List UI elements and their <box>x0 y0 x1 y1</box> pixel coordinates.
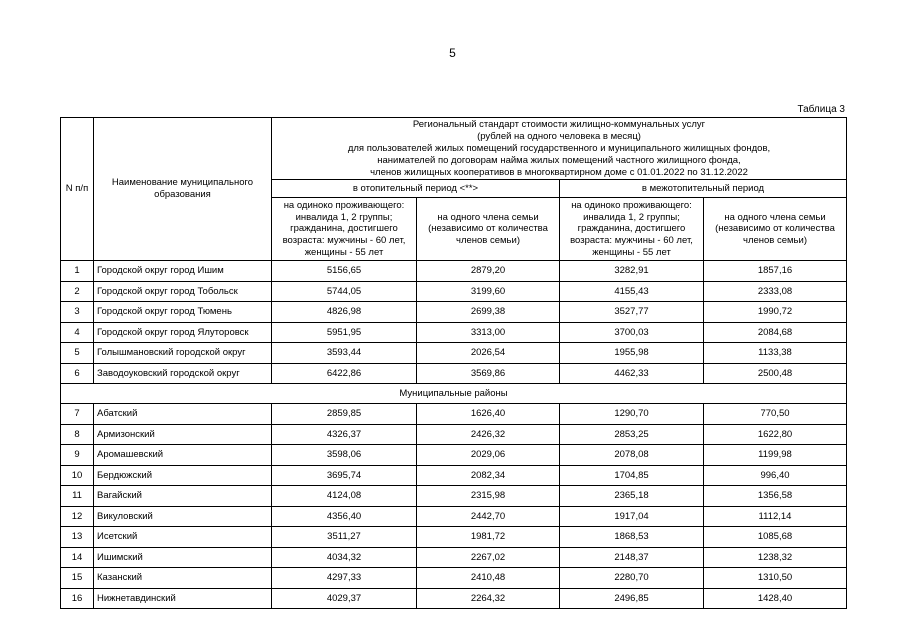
value-nonheating-single: 2496,85 <box>560 588 704 609</box>
section-label: Муниципальные районы <box>61 384 847 404</box>
row-name: Городской округ город Тобольск <box>94 281 272 302</box>
section-row <box>61 384 847 404</box>
value-nonheating-single: 3700,03 <box>560 322 704 343</box>
row-number: 2 <box>61 281 94 302</box>
value-heating-family: 2442,70 <box>417 506 560 527</box>
row-name: Казанский <box>94 568 272 589</box>
value-heating-single: 5951,95 <box>272 322 417 343</box>
value-heating-single: 5156,65 <box>272 261 417 282</box>
header-title-line-2: (рублей на одного человека в месяц) <box>477 130 641 142</box>
value-nonheating-family: 2084,68 <box>704 322 847 343</box>
value-heating-family: 1981,72 <box>417 527 560 548</box>
value-nonheating-family: 1199,98 <box>704 445 847 466</box>
value-heating-family: 2879,20 <box>417 261 560 282</box>
cost-standard-table <box>60 117 847 609</box>
value-heating-single: 3511,27 <box>272 527 417 548</box>
row-number: 12 <box>61 506 94 527</box>
table-row <box>61 547 847 568</box>
value-heating-single: 2859,85 <box>272 404 417 425</box>
value-heating-family: 2410,48 <box>417 568 560 589</box>
value-nonheating-family: 1622,80 <box>704 424 847 445</box>
row-number: 10 <box>61 465 94 486</box>
table-row <box>61 343 847 364</box>
header-sub-family-heating: на одного члена семьи (независимо от количества членов семьи) <box>417 198 560 261</box>
value-heating-family: 2267,02 <box>417 547 560 568</box>
value-nonheating-family: 2333,08 <box>704 281 847 302</box>
table-row <box>61 281 847 302</box>
value-nonheating-family: 1112,14 <box>704 506 847 527</box>
table-row <box>61 465 847 486</box>
table-row <box>61 486 847 507</box>
value-heating-family: 2082,34 <box>417 465 560 486</box>
row-number: 6 <box>61 363 94 384</box>
table-row <box>61 424 847 445</box>
table-row <box>61 445 847 466</box>
table-label: Таблица 3 <box>797 104 845 115</box>
row-name: Викуловский <box>94 506 272 527</box>
value-nonheating-single: 2280,70 <box>560 568 704 589</box>
row-name: Армизонский <box>94 424 272 445</box>
value-heating-family: 3313,00 <box>417 322 560 343</box>
value-nonheating-family: 1238,32 <box>704 547 847 568</box>
value-nonheating-family: 996,40 <box>704 465 847 486</box>
table-row <box>61 588 847 609</box>
value-heating-single: 3695,74 <box>272 465 417 486</box>
header-num-col: N п/п <box>61 118 94 261</box>
row-name: Городской округ город Ишим <box>94 261 272 282</box>
value-nonheating-single: 3282,91 <box>560 261 704 282</box>
value-heating-single: 5744,05 <box>272 281 417 302</box>
value-nonheating-single: 2365,18 <box>560 486 704 507</box>
row-number: 13 <box>61 527 94 548</box>
value-nonheating-family: 1857,16 <box>704 261 847 282</box>
value-heating-family: 2264,32 <box>417 588 560 609</box>
row-number: 4 <box>61 322 94 343</box>
value-nonheating-single: 1917,04 <box>560 506 704 527</box>
value-nonheating-family: 1310,50 <box>704 568 847 589</box>
header-title-line-3: для пользователей жилых помещений государственного и муниципального жилищных фондов, <box>347 142 771 154</box>
row-number: 16 <box>61 588 94 609</box>
header-sub-family-nonheating: на одного члена семьи (независимо от количества членов семьи) <box>704 198 847 261</box>
value-heating-family: 2699,38 <box>417 302 560 323</box>
value-heating-single: 3598,06 <box>272 445 417 466</box>
value-nonheating-single: 4155,43 <box>560 281 704 302</box>
value-nonheating-family: 2500,48 <box>704 363 847 384</box>
table-row <box>61 404 847 425</box>
value-nonheating-single: 2853,25 <box>560 424 704 445</box>
row-number: 8 <box>61 424 94 445</box>
value-nonheating-family: 1085,68 <box>704 527 847 548</box>
header-name-col: Наименование муниципального образования <box>94 118 272 261</box>
value-heating-single: 6422,86 <box>272 363 417 384</box>
table-row <box>61 261 847 282</box>
value-heating-single: 4029,37 <box>272 588 417 609</box>
table-row <box>61 363 847 384</box>
row-number: 15 <box>61 568 94 589</box>
row-name: Бердюжский <box>94 465 272 486</box>
table-row <box>61 568 847 589</box>
value-nonheating-single: 1868,53 <box>560 527 704 548</box>
value-nonheating-single: 1955,98 <box>560 343 704 364</box>
row-number: 9 <box>61 445 94 466</box>
value-nonheating-single: 2148,37 <box>560 547 704 568</box>
row-name: Городской округ город Ялуторовск <box>94 322 272 343</box>
value-heating-single: 4034,32 <box>272 547 417 568</box>
value-nonheating-single: 1290,70 <box>560 404 704 425</box>
row-name: Нижнетавдинский <box>94 588 272 609</box>
value-nonheating-family: 1356,58 <box>704 486 847 507</box>
header-period-nonheating: в межотопительный период <box>560 180 847 198</box>
value-heating-family: 2026,54 <box>417 343 560 364</box>
value-nonheating-single: 2078,08 <box>560 445 704 466</box>
row-name: Ишимский <box>94 547 272 568</box>
value-nonheating-single: 3527,77 <box>560 302 704 323</box>
table-row <box>61 506 847 527</box>
row-name: Заводоуковский городской округ <box>94 363 272 384</box>
header-period-heating: в отопительный период <**> <box>272 180 560 198</box>
row-name: Абатский <box>94 404 272 425</box>
value-nonheating-family: 770,50 <box>704 404 847 425</box>
value-heating-family: 3199,60 <box>417 281 560 302</box>
value-heating-single: 3593,44 <box>272 343 417 364</box>
row-number: 14 <box>61 547 94 568</box>
row-name: Городской округ город Тюмень <box>94 302 272 323</box>
value-nonheating-single: 1704,85 <box>560 465 704 486</box>
row-name: Вагайский <box>94 486 272 507</box>
header-sub-single-nonheating: на одиноко проживающего: инвалида 1, 2 группы; гражданина, достигшего возраста: мужчины - 60 лет, женщины - 55 лет <box>560 198 704 261</box>
value-heating-family: 3569,86 <box>417 363 560 384</box>
value-nonheating-family: 1133,38 <box>704 343 847 364</box>
value-heating-single: 4297,33 <box>272 568 417 589</box>
table-row <box>61 302 847 323</box>
table-row <box>61 527 847 548</box>
header-title-line-4: нанимателей по договорам найма жилых помещений частного жилищного фонда, <box>377 154 741 166</box>
value-heating-single: 4326,37 <box>272 424 417 445</box>
header-row-main <box>61 118 847 180</box>
table-row <box>61 322 847 343</box>
value-heating-single: 4356,40 <box>272 506 417 527</box>
value-heating-family: 2426,32 <box>417 424 560 445</box>
value-heating-family: 2029,06 <box>417 445 560 466</box>
header-sub-single-heating: на одиноко проживающего: инвалида 1, 2 группы; гражданина, достигшего возраста: мужчины - 60 лет, женщины - 55 лет <box>272 198 417 261</box>
value-nonheating-single: 4462,33 <box>560 363 704 384</box>
row-number: 5 <box>61 343 94 364</box>
value-heating-family: 1626,40 <box>417 404 560 425</box>
header-main-title <box>272 118 847 180</box>
row-number: 3 <box>61 302 94 323</box>
value-heating-single: 4826,98 <box>272 302 417 323</box>
row-name: Исетский <box>94 527 272 548</box>
header-title-line-1: Региональный стандарт стоимости жилищно-коммунальных услуг <box>412 119 706 130</box>
value-nonheating-family: 1990,72 <box>704 302 847 323</box>
row-number: 11 <box>61 486 94 507</box>
header-title-line-5: членов жилищных кооперативов в многоквартирном доме с 01.01.2022 по 31.12.2022 <box>370 166 748 178</box>
page-number: 5 <box>449 46 456 60</box>
row-name: Голышмановский городской округ <box>94 343 272 364</box>
row-number: 1 <box>61 261 94 282</box>
row-name: Аромашевский <box>94 445 272 466</box>
row-number: 7 <box>61 404 94 425</box>
value-heating-single: 4124,08 <box>272 486 417 507</box>
value-heating-family: 2315,98 <box>417 486 560 507</box>
value-nonheating-family: 1428,40 <box>704 588 847 609</box>
